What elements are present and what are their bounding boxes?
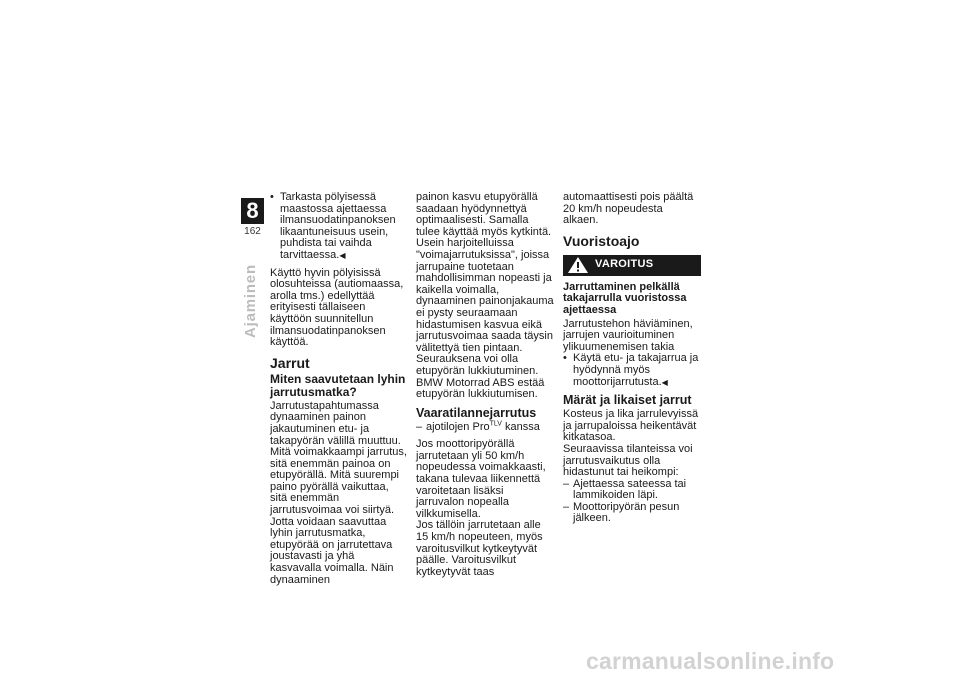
dash-text-tail: kanssa [501, 420, 540, 433]
bullet-item [270, 192, 408, 262]
dash-item: – Ajettaessa sateessa tai lammikoiden läpi. [563, 479, 701, 502]
bullet-text: Käytä etu- ja takajarrua ja hyödynnä myös moottorijarrutusta. [573, 352, 699, 388]
dash-item [416, 422, 554, 434]
dash-item: – Moottoripyörän pesun jälkeen. [563, 502, 701, 525]
text-column-3 [563, 192, 701, 525]
chapter-side-title: Ajaminen [242, 264, 259, 338]
watermark: carmanualsonline.info [586, 648, 835, 674]
paragraph: Jarrutustapahtumassa dynaaminen painon jakautuminen etu- ja takapyörän välillä muuttuu. Mitä voimakkaampi jarrutus, sitä enemmän painoa on etupyörällä. Mitä suurempi paino pyörällä vaikuttaa, sitä enemmän jarrutusvoimaa voi siirtyä. [270, 399, 407, 517]
text-column-1 [270, 192, 408, 592]
end-marker-icon: ◀ [661, 377, 668, 387]
paragraph: Jos moottoripyörällä jarrutetaan yli 50 km/h nopeudessa voimakkaasti, takana tulevaa liikennettä varoitetaan lisäksi jarruvalon nopealla vilkkumisella. [416, 438, 546, 520]
page-number: 162 [244, 226, 261, 237]
paragraph: painon kasvu etupyörällä saadaan hyödynnettyä optimaalisesti. Samalla tulee käyttää myös kytkintä. Usein harjoitelluissa "voimajarrutuksissa", joissa jarrupaine tuotetaan mahdollisimman nopeasti ja kaikella voimalla, dynaaminen painonjakauma ei pysty seuraamaan hidastumisen kasvua eikä jarrutusvoimaa saada täysin välitettyä tien pintaan. Seurauksena voi olla etupyörän lukkiutuminen. [416, 191, 554, 377]
chapter-number-badge: 8 [241, 198, 264, 224]
paragraph: Jarrutustehon häviäminen, jarrujen vaurioituminen ylikuumenemisen takia [563, 317, 693, 353]
paragraph: BMW Motorrad ABS estää etupyörän lukkiutumisen. [416, 376, 545, 401]
end-marker-icon: ◀ [339, 250, 346, 260]
dash-text: ajotilojen Pro [426, 420, 490, 433]
superscript: TLV [489, 420, 502, 428]
paragraph: Käyttö hyvin pölyisissä olosuhteissa (autiomaassa, arolla tms.) edellyttää erityisesti tällaiseen käyttöön suunnitellun ilmansuodatinpanoksen käyttöä. [270, 266, 404, 349]
warning-label: VAROITUS [595, 258, 654, 271]
text-column-2 [416, 192, 554, 584]
warning-triangle-icon [567, 256, 589, 274]
paragraph: Kosteus ja lika jarrulevyissä ja jarrupaloissa heikentävät kitkatasoa. [563, 408, 699, 444]
bullet-item [563, 353, 701, 388]
subsection-heading: Miten saavutetaan lyhin jarrutusmatka? [270, 371, 406, 399]
section-heading-emergency-braking: Vaaratilannejarrutus [416, 405, 537, 420]
warning-banner [563, 255, 701, 276]
paragraph: Seuraavissa tilanteissa voi jarrutusvaikutus olla hidastunut tai heikompi: [563, 442, 693, 479]
paragraph: automaattisesti pois päältä 20 km/h nopeudesta alkaen. [563, 191, 694, 227]
section-heading-wet-brakes: Märät ja likaiset jarrut [563, 393, 692, 408]
paragraph: Jotta voidaan saavuttaa lyhin jarrutusmatka, etupyörää on jarrutettava joustavasti ja yhä kasvavalla voimalla. Näin dynaaminen [270, 515, 394, 586]
paragraph: Jos tällöin jarrutetaan alle 15 km/h nopeuteen, myös varoitusvilkut kytkeytyvät päälle. Varoitusvilkut kytkeytyvät taas [416, 519, 543, 578]
section-heading-brakes: Jarrut [270, 354, 310, 371]
bullet-text: Tarkasta pölyisessä maastossa ajettaessa ilmansuodatinpanoksen likaantuneisuus usein, puhdista tai vaihda tarvittaessa. [280, 191, 396, 261]
warning-title: Jarruttaminen pelkällä takajarrulla vuoristossa ajettaessa [563, 280, 687, 316]
section-heading-mountain-riding: Vuoristoajo [563, 232, 640, 249]
